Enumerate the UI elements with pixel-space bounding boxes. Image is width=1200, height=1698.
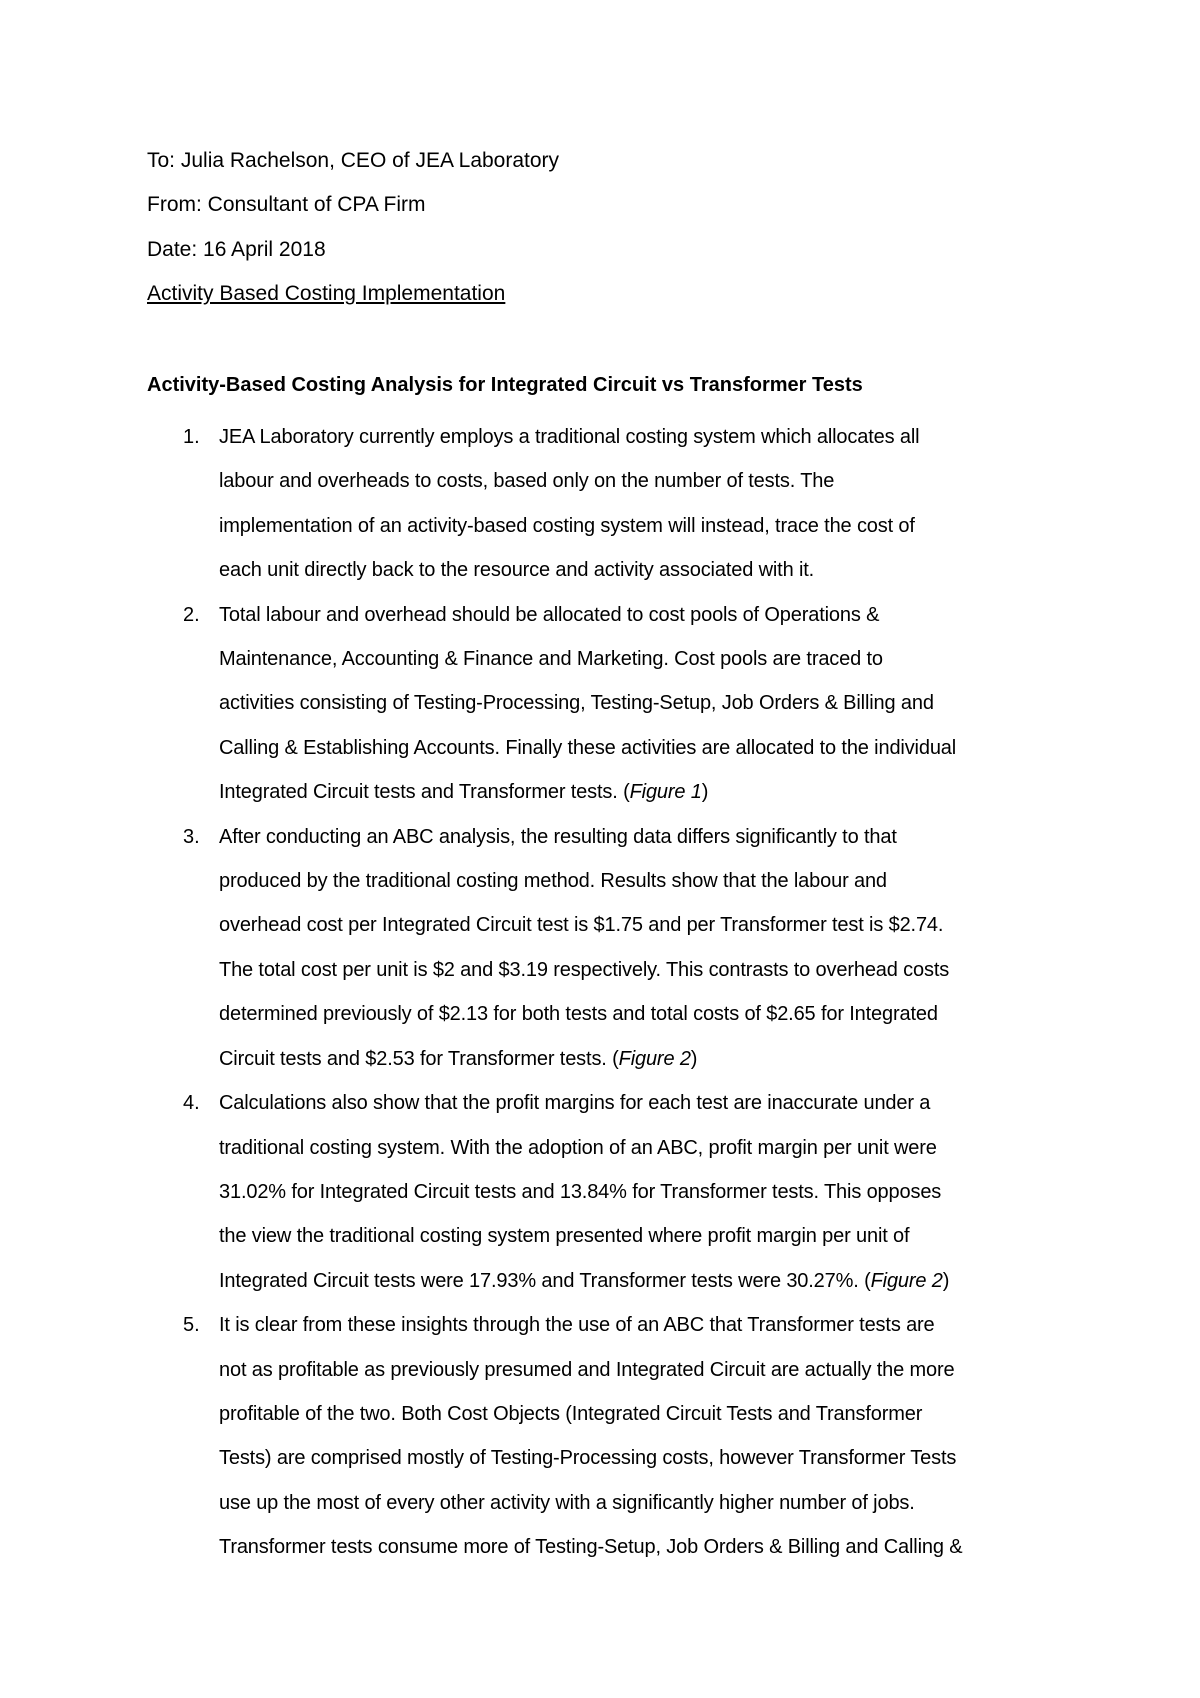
list-item-line: Transformer tests consume more of Testing-Setup, Job Orders & Billing and Calling &	[219, 1536, 963, 1559]
list-item-line: Maintenance, Accounting & Finance and Marketing. Cost pools are traced to	[219, 648, 883, 671]
list-item-number: 4.	[183, 1092, 200, 1115]
list-item	[0, 593, 1200, 815]
list-item-line: Calling & Establishing Accounts. Finally these activities are allocated to the individual	[219, 736, 957, 759]
list-item-number: 3.	[183, 825, 200, 848]
list-item-line: 31.02% for Integrated Circuit tests and 13.84% for Transformer tests. This opposes	[219, 1180, 942, 1203]
list-item-line: Total labour and overhead should be allocated to cost pools of Operations &	[219, 603, 880, 626]
list-item-line: profitable of the two. Both Cost Objects (Integrated Circuit Tests and Transformer	[219, 1402, 923, 1425]
line-text: )	[942, 1269, 950, 1292]
list-item-line: activities consisting of Testing-Processing, Testing-Setup, Job Orders & Billing and	[219, 692, 934, 715]
list-item	[0, 815, 1200, 1081]
list-item-line: produced by the traditional costing method. Results show that the labour and	[219, 870, 887, 893]
memo-to: To: Julia Rachelson, CEO of JEA Laboratory	[147, 149, 560, 172]
line-text: Integrated Circuit tests were 17.93% and Transformer tests were 30.27%. (	[219, 1269, 871, 1292]
figure-reference: Figure 2	[618, 1047, 691, 1070]
line-text: Integrated Circuit tests and Transformer tests. (	[219, 781, 630, 804]
list-item-line: labour and overheads to costs, based only on the number of tests. The	[219, 470, 835, 493]
list-item-line: implementation of an activity-based costing system will instead, trace the cost of	[219, 514, 915, 537]
analysis-list	[0, 415, 1200, 1570]
memo-date: Date: 16 April 2018	[147, 238, 326, 261]
memo-subject: Activity Based Costing Implementation	[147, 282, 506, 305]
list-item-number: 5.	[183, 1314, 200, 1337]
list-item-line: Calculations also show that the profit margins for each test are inaccurate under a	[219, 1092, 931, 1115]
list-item-line: Tests) are comprised mostly of Testing-Processing costs, however Transformer Tests	[219, 1447, 957, 1470]
figure-reference: Figure 2	[870, 1269, 943, 1292]
list-item-line: The total cost per unit is $2 and $3.19 respectively. This contrasts to overhead costs	[219, 958, 950, 981]
line-text: )	[690, 1047, 698, 1070]
line-text: Circuit tests and $2.53 for Transformer tests. (	[219, 1047, 619, 1070]
list-item-line: determined previously of $2.13 for both tests and total costs of $2.65 for Integrated	[219, 1003, 938, 1026]
list-item-line	[219, 1259, 1099, 1303]
list-item-line: JEA Laboratory currently employs a traditional costing system which allocates all	[219, 426, 920, 448]
list-item-line: After conducting an ABC analysis, the resulting data differs significantly to that	[219, 825, 897, 848]
list-item	[0, 1081, 1200, 1303]
list-item-line: each unit directly back to the resource and activity associated with it.	[219, 559, 815, 582]
list-item-line: not as profitable as previously presumed and Integrated Circuit are actually the more	[219, 1358, 955, 1381]
list-item	[0, 415, 1200, 593]
list-item-line: use up the most of every other activity with a significantly higher number of jobs.	[219, 1491, 915, 1514]
memo-from: From: Consultant of CPA Firm	[147, 193, 426, 216]
list-item-number: 1.	[183, 426, 200, 448]
list-item	[0, 1303, 1200, 1569]
list-item-line	[219, 1037, 1099, 1081]
list-item-line: It is clear from these insights through the use of an ABC that Transformer tests are	[219, 1314, 935, 1337]
section-title: Activity-Based Costing Analysis for Integrated Circuit vs Transformer Tests	[147, 374, 863, 396]
list-item-line: traditional costing system. With the adoption of an ABC, profit margin per unit were	[219, 1136, 937, 1159]
list-item-line: the view the traditional costing system presented where profit margin per unit of	[219, 1225, 910, 1248]
line-text: )	[701, 781, 709, 804]
list-item-number: 2.	[183, 603, 200, 626]
figure-reference: Figure 1	[629, 781, 702, 804]
list-item-line	[219, 770, 1099, 814]
list-item-line: overhead cost per Integrated Circuit test is $1.75 and per Transformer test is $2.74.	[219, 914, 944, 937]
